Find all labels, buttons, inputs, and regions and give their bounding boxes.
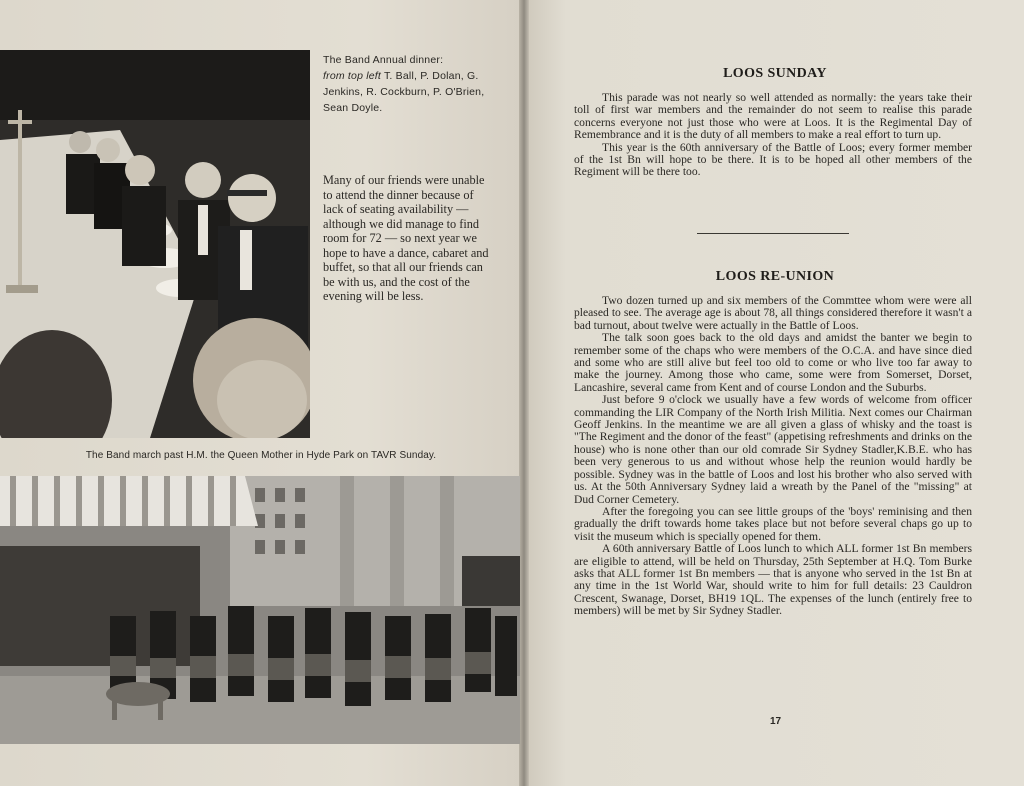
band-march-photo bbox=[0, 476, 520, 744]
loos-reunion-heading: LOOS RE-UNION bbox=[715, 269, 835, 284]
loos-reunion-paragraph: A 60th anniversary Battle of Loos lunch to which ALL former 1st Bn members are eligible to attend, will be held on Thursday, 25th September at H.Q. Tom Burke asks that ALL former 1st Bn members — that is anyone who served in the 1st Bn at any time in the 1st World War, should write to him for full details: 23 Cauldron Crescent, Swanage, Dorset, BH19 1QL. The expenses of the lunch (entirely free to members) will be met by Sir Sydney Stadler. bbox=[574, 542, 972, 618]
dinner-caption bbox=[323, 52, 508, 116]
loos-reunion-paragraph: Just before 9 o'clock we usually have a few words of welcome from officer commanding the LIR Company of the North Irish Militia. Next comes our Chairman Geoff Jenkins. In the meantime we are all given a glass of whisky and the toast is "The Regiment and the donor of the feast" (appetising refreshments and drinks on the house) who is none other than our old comrade Sir Sydney Stadler,K.B.E. who has been very generous to us and without whose help the reunion would hardly be possible. Sydney was in the battle of Loos and lost his brother who also served with us. At the 50th Anniversary Sydney laid a wreath by the Panel of the "missing" at Dud Corner Cemetery. bbox=[574, 393, 972, 506]
dinner-caption-italic: from top left bbox=[323, 70, 382, 82]
dinner-caption-names: T. Ball, P. Dolan, G. Jenkins, R. Cockburn, P. O'Brien, Sean Doyle. bbox=[323, 70, 485, 114]
loos-sunday-paragraph: This year is the 60th anniversary of the Battle of Loos; every former member of the 1st Bn will hope to be there. It is to be hoped all other members of the Regiment will be there too. bbox=[574, 140, 972, 179]
band-march-caption: The Band march past H.M. the Queen Mother in Hyde Park on TAVR Sunday. bbox=[85, 450, 437, 461]
section-divider bbox=[697, 233, 849, 234]
loos-reunion-article bbox=[574, 295, 972, 618]
loos-sunday-paragraph: This parade was not nearly so well attended as normally: the years take their toll of first war members and the remainder do not seem to realise this parade concerns everyone not just those who were at Loos. It is the Regimental Day of Remembrance and it is the duty of all members to make a real effort to turn up. bbox=[574, 91, 972, 142]
loos-sunday-article bbox=[574, 92, 972, 179]
page-number: 17 bbox=[770, 716, 782, 727]
dinner-caption-title: The Band Annual dinner: bbox=[323, 54, 444, 66]
friends-paragraph: Many of our friends were unable to attend the dinner because of lack of seating availability — although we did manage to find room for 72 — so next year we hope to have a dance, cabaret and buffet, so that all our friends can be with us, and the cost of the evening will be less. bbox=[323, 173, 489, 303]
loos-reunion-paragraph: The talk soon goes back to the old days and amidst the banter we begin to remember some of the chaps who were members of the O.C.A. and have since died and some who are still alive but feel too old to come or who live too far away to make the journey. Among those who came, some were from Somerset, Dorset, Lancashire, several came from Kent and of course London and the Suburbs. bbox=[574, 331, 972, 394]
loos-reunion-paragraph: Two dozen turned up and six members of the Commttee whom were were all pleased to see. The average age is about 78, all things considered therefore it wasn't a bad turnout, about twelve were actually in the Battle of Loos. bbox=[574, 294, 972, 332]
loos-sunday-heading: LOOS SUNDAY bbox=[723, 66, 827, 81]
book-gutter bbox=[519, 0, 529, 786]
loos-reunion-paragraph: After the foregoing you can see little groups of the 'boys' reminising and then gradually the drift towards home takes place but not before several chaps go up to visit the museum which is specially opened for them. bbox=[574, 504, 972, 543]
dinner-photo bbox=[0, 50, 310, 438]
